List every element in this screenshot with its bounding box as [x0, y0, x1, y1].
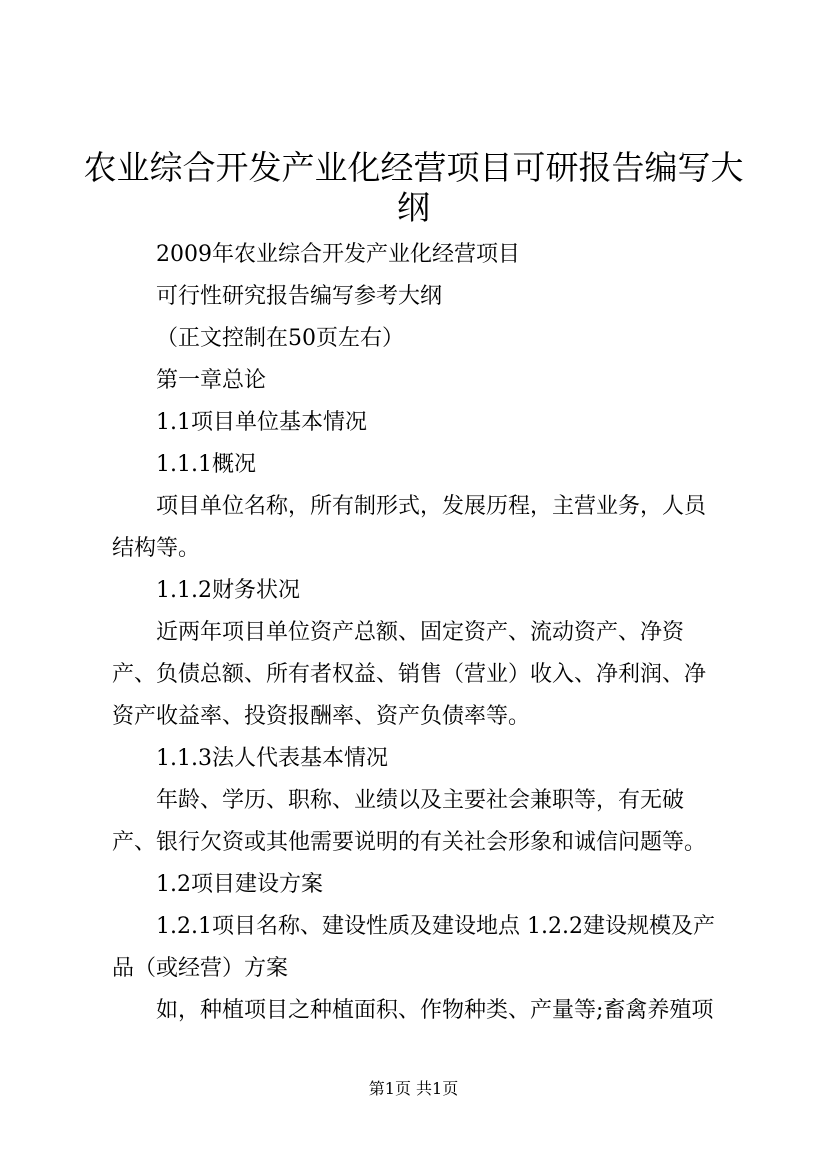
paragraph: 可行性研究报告编写参考大纲: [156, 284, 443, 309]
document-title: [0, 148, 827, 228]
paragraph: 2009年农业综合开发产业化经营项目: [156, 242, 520, 267]
paragraph: 年龄、学历、职称、业绩以及主要社会兼职等，有无破产、银行欠资或其他需要说明的有关社会形象和诚信问题等。: [112, 788, 707, 855]
page-footer: 第1页 共1页: [368, 1079, 459, 1098]
title-line-1: 农业综合开发产业化经营项目可研报告编写大: [83, 148, 744, 187]
subsection-heading: 1.1.3法人代表基本情况: [156, 746, 388, 771]
section-heading: 1.1项目单位基本情况: [156, 410, 367, 435]
subsection-heading: 1.1.1概况: [156, 452, 256, 477]
paragraph: 项目单位名称，所有制形式，发展历程，主营业务，人员结构等。: [112, 494, 707, 561]
paragraph: 如，种植项目之种植面积、作物种类、产量等;畜禽养殖项: [156, 998, 714, 1023]
paragraph: 近两年项目单位资产总额、固定资产、流动资产、净资产、负债总额、所有者权益、销售（营业）收入、净利润、净资产收益率、投资报酬率、资产负债率等。: [112, 620, 707, 729]
document-body: [0, 234, 827, 1032]
title-line-2: 纲: [397, 188, 430, 227]
paragraph: 1.2.1项目名称、建设性质及建设地点 1.2.2建设规模及产品（或经营）方案: [112, 914, 715, 981]
subsection-heading: 1.1.2财务状况: [156, 578, 300, 603]
paragraph: （正文控制在50页左右）: [156, 326, 404, 351]
section-heading: 1.2项目建设方案: [156, 872, 323, 897]
chapter-heading: 第一章总论: [156, 368, 267, 393]
